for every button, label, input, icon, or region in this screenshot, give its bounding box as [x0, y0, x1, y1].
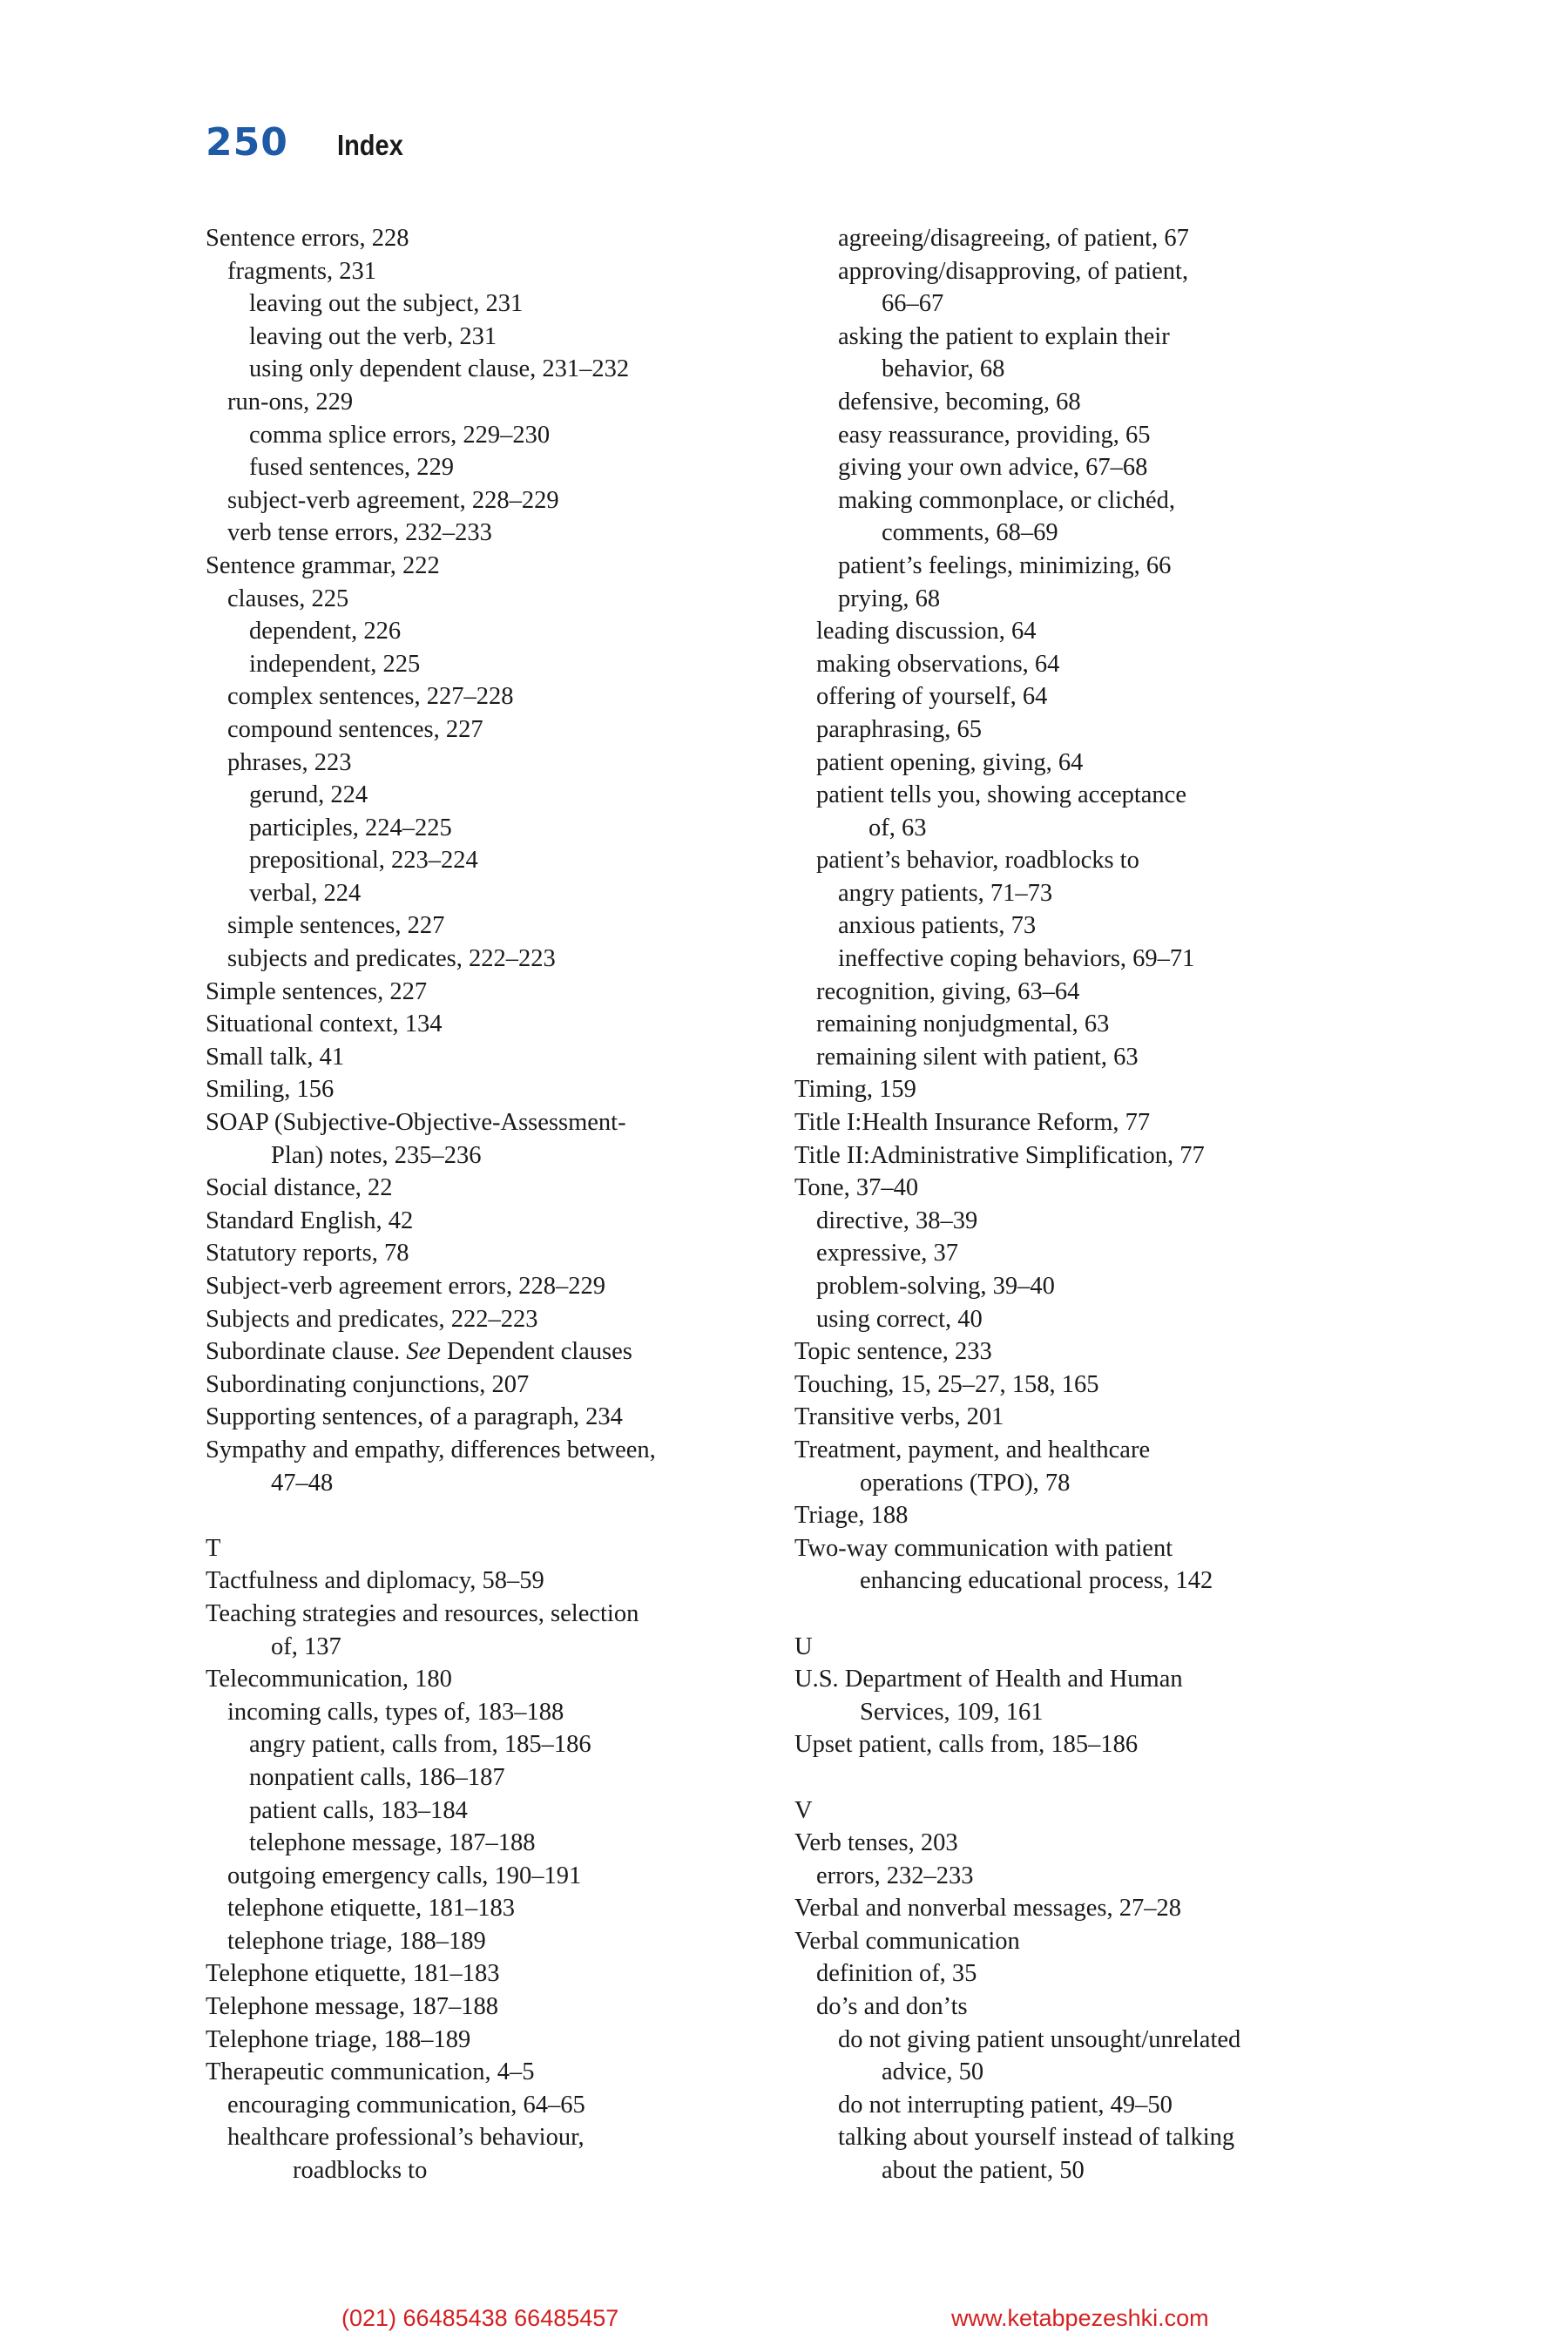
index-entry	[794, 1073, 1352, 1106]
index-entry-text: using only dependent clause, 231–232	[249, 355, 630, 383]
index-entry	[206, 713, 763, 747]
index-entry-text: Two-way communication with patient	[794, 1534, 1173, 1562]
index-entry	[206, 1106, 763, 1139]
index-entry	[794, 909, 1352, 943]
index-entry	[206, 583, 763, 616]
index-entry-text: remaining silent with patient, 63	[816, 1043, 1139, 1071]
index-entry-text: operations (TPO), 78	[860, 1469, 1071, 1497]
index-entry	[206, 747, 763, 780]
index-entry-text: Simple sentences, 227	[206, 977, 428, 1005]
index-entry	[794, 550, 1352, 583]
index-entry-text: patient’s feelings, minimizing, 66	[838, 551, 1172, 579]
index-entry-text: clauses, 225	[227, 585, 349, 612]
index-entry-text: easy reassurance, providing, 65	[838, 421, 1151, 449]
index-entry	[794, 353, 1352, 386]
index-entry-text: behavior, 68	[882, 355, 1005, 383]
index-entry	[794, 222, 1352, 255]
index-entry	[206, 844, 763, 877]
index-entry-text: prying, 68	[838, 585, 941, 612]
index-entry	[794, 1990, 1352, 2024]
index-entry	[206, 1696, 763, 1729]
index-entry	[794, 321, 1352, 354]
index-entry	[794, 386, 1352, 419]
index-entry-text: independent, 225	[249, 650, 421, 678]
index-entry	[206, 517, 763, 550]
index-entry-text: Title I:Health Insurance Reform, 77	[794, 1109, 1151, 1137]
index-entry-text: subjects and predicates, 222–223	[227, 945, 556, 973]
index-entry-text: making commonplace, or clichéd,	[838, 486, 1175, 514]
index-entry-text: using correct, 40	[816, 1305, 983, 1333]
index-entry-text: comments, 68–69	[882, 519, 1058, 547]
index-entry-text: Touching, 15, 25–27, 158, 165	[794, 1370, 1099, 1398]
index-entry	[206, 877, 763, 910]
index-entry-text: recognition, giving, 63–64	[816, 977, 1080, 1005]
index-entry	[206, 1631, 763, 1664]
index-entry	[794, 1041, 1352, 1074]
index-entry	[206, 419, 763, 452]
index-entry-text: Situational context, 134	[206, 1010, 443, 1038]
index-entry	[794, 1892, 1352, 1925]
index-entry	[794, 517, 1352, 550]
index-entry	[794, 1270, 1352, 1303]
index-entry-text: Standard English, 42	[206, 1206, 414, 1234]
index-entry	[794, 615, 1352, 648]
see-reference: See	[406, 1338, 441, 1366]
index-entry-text: directive, 38–39	[816, 1206, 978, 1234]
index-entry-text: leaving out the verb, 231	[249, 322, 497, 350]
index-entry	[206, 287, 763, 321]
index-entry	[794, 1434, 1352, 1467]
index-entry	[206, 1270, 763, 1303]
index-entry	[794, 583, 1352, 616]
index-entry	[206, 1041, 763, 1074]
index-entry-text: Smiling, 156	[206, 1076, 335, 1104]
index-entry-text: Tactfulness and diplomacy, 58–59	[206, 1567, 544, 1595]
index-entry-text: of, 137	[271, 1632, 341, 1660]
index-entry	[794, 1532, 1352, 1565]
index-entry	[794, 680, 1352, 713]
index-entry-text: Statutory reports, 78	[206, 1240, 409, 1267]
index-entry	[794, 976, 1352, 1009]
index-entry	[206, 2089, 763, 2122]
index-entry-text: participles, 224–225	[249, 814, 452, 841]
index-letter-heading	[206, 1532, 763, 1565]
index-entry	[206, 1369, 763, 1402]
index-entry-text: do not giving patient unsought/unrelated	[838, 2025, 1241, 2053]
index-entry-text: SOAP (Subjective-Objective-Assessment-	[206, 1109, 626, 1137]
index-entry-text: Subject-verb agreement errors, 228–229	[206, 1273, 606, 1300]
index-entry	[794, 1237, 1352, 1270]
index-entry-text: angry patient, calls from, 185–186	[249, 1731, 591, 1759]
index-entry	[794, 2024, 1352, 2057]
index-entry-text: Tone, 37–40	[794, 1174, 919, 1202]
index-entry	[794, 1499, 1352, 1532]
index-entry	[794, 1728, 1352, 1761]
index-entry	[206, 1073, 763, 1106]
blank-line	[206, 1499, 763, 1532]
index-entry	[794, 1335, 1352, 1369]
index-entry	[794, 1303, 1352, 1336]
index-letter-heading	[794, 1794, 1352, 1828]
index-entry	[206, 255, 763, 288]
index-entry-text: Verbal communication	[794, 1927, 1020, 1955]
index-entry	[206, 1925, 763, 1958]
index-entry	[206, 1008, 763, 1041]
index-entry-text: patient opening, giving, 64	[816, 748, 1084, 776]
index-entry	[794, 1565, 1352, 1598]
index-entry	[794, 747, 1352, 780]
index-entry-text: about the patient, 50	[882, 2157, 1085, 2185]
index-entry-text: Subordinating conjunctions, 207	[206, 1370, 530, 1398]
index-entry-text: leading discussion, 64	[816, 618, 1037, 645]
index-entry-text: Plan) notes, 235–236	[271, 1141, 482, 1169]
index-entry-text: compound sentences, 227	[227, 715, 483, 743]
index-entry-text: talking about yourself instead of talking	[838, 2124, 1235, 2152]
index-column-left	[206, 222, 763, 2187]
index-entry	[206, 1860, 763, 1893]
index-entry	[794, 1860, 1352, 1893]
index-entry-text: T	[206, 1534, 221, 1562]
index-entry	[794, 943, 1352, 976]
index-entry-text: asking the patient to explain their	[838, 322, 1170, 350]
index-entry-text: simple sentences, 227	[227, 912, 445, 940]
index-entry-text: Telecommunication, 180	[206, 1666, 452, 1693]
index-entry	[206, 1761, 763, 1794]
index-entry	[206, 615, 763, 648]
index-entry-text: prepositional, 223–224	[249, 847, 478, 875]
index-entry	[794, 877, 1352, 910]
index-entry	[206, 1598, 763, 1631]
index-entry-text: making observations, 64	[816, 650, 1060, 678]
index-entry	[206, 943, 763, 976]
index-entry-text: Therapeutic communication, 4–5	[206, 2058, 535, 2086]
index-entry-text: V	[794, 1796, 813, 1824]
index-entry	[794, 1106, 1352, 1139]
index-entry	[206, 1728, 763, 1761]
index-entry-text: enhancing educational process, 142	[860, 1567, 1213, 1595]
index-entry	[794, 1925, 1352, 1958]
index-entry	[206, 2154, 763, 2187]
index-entry-text: giving your own advice, 67–68	[838, 454, 1148, 482]
index-entry	[206, 648, 763, 681]
index-entry	[794, 1008, 1352, 1041]
index-entry-text: defensive, becoming, 68	[838, 388, 1081, 416]
index-entry	[794, 451, 1352, 484]
index-entry-text: of, 63	[868, 814, 927, 841]
index-entry-text: dependent, 226	[249, 618, 402, 645]
index-entry	[206, 812, 763, 845]
index-entry	[206, 353, 763, 386]
index-entry-text: outgoing emergency calls, 190–191	[227, 1862, 582, 1889]
index-entry	[794, 484, 1352, 517]
index-entry-text: Upset patient, calls from, 185–186	[794, 1731, 1139, 1759]
index-entry-text: Telephone message, 187–188	[206, 1993, 498, 2021]
running-head: Index	[336, 129, 403, 161]
index-entry-text: Transitive verbs, 201	[794, 1403, 1004, 1431]
index-entry	[794, 713, 1352, 747]
index-entry	[206, 1139, 763, 1173]
blank-line	[794, 1761, 1352, 1794]
index-entry-text: Telephone triage, 188–189	[206, 2025, 471, 2053]
index-entry-text: fragments, 231	[227, 257, 376, 285]
index-entry-text: problem-solving, 39–40	[816, 1273, 1055, 1300]
index-entry	[794, 648, 1352, 681]
index-entry	[794, 1663, 1352, 1696]
index-entry-text: patient tells you, showing acceptance	[816, 781, 1186, 809]
index-entry-text: Telephone etiquette, 181–183	[206, 1960, 500, 1988]
index-entry-text: Social distance, 22	[206, 1174, 393, 1202]
index-entry	[206, 1892, 763, 1925]
index-entry-text: remaining nonjudgmental, 63	[816, 1010, 1110, 1038]
index-entry-text: Triage, 188	[794, 1502, 909, 1530]
index-entry	[794, 1696, 1352, 1729]
index-entry-text: 66–67	[882, 290, 944, 318]
index-entry-text: ineffective coping behaviors, 69–71	[838, 945, 1195, 973]
index-letter-heading	[794, 1631, 1352, 1664]
index-entry	[206, 2121, 763, 2154]
index-entry-text: gerund, 224	[249, 781, 368, 809]
index-entry	[206, 1172, 763, 1205]
index-entry-text: paraphrasing, 65	[816, 715, 982, 743]
index-entry-text: patient’s behavior, roadblocks to	[816, 847, 1139, 875]
index-entry	[206, 909, 763, 943]
index-entry-text: comma splice errors, 229–230	[249, 421, 551, 449]
index-entry	[206, 1237, 763, 1270]
index-entry-text: Verbal and nonverbal messages, 27–28	[794, 1895, 1182, 1923]
index-entry-text: Teaching strategies and resources, selection	[206, 1599, 639, 1627]
index-entry	[794, 287, 1352, 321]
index-entry	[206, 451, 763, 484]
see-target: Dependent clauses	[447, 1338, 632, 1366]
index-entry-text: phrases, 223	[227, 748, 352, 776]
index-entry-text: expressive, 37	[816, 1240, 959, 1267]
index-entry	[206, 1205, 763, 1238]
index-entry	[206, 976, 763, 1009]
index-entry	[794, 2056, 1352, 2089]
index-entry-text: approving/disapproving, of patient,	[838, 257, 1189, 285]
index-entry-text: Supporting sentences, of a paragraph, 234	[206, 1403, 623, 1431]
index-entry-text: advice, 50	[882, 2058, 984, 2086]
index-entry	[794, 1957, 1352, 1990]
index-entry	[794, 1401, 1352, 1434]
blank-line	[794, 1598, 1352, 1631]
index-entry-text: definition of, 35	[816, 1960, 977, 1988]
index-entry	[206, 1434, 763, 1467]
index-entry-text: subject-verb agreement, 228–229	[227, 486, 559, 514]
index-entry-text: telephone triage, 188–189	[227, 1927, 486, 1955]
index-entry	[206, 1663, 763, 1696]
index-entry	[794, 1139, 1352, 1173]
index-entry	[206, 1335, 763, 1369]
index-entry-text: do’s and don’ts	[816, 1993, 968, 2021]
index-entry	[206, 222, 763, 255]
index-entry-text: 47–48	[271, 1469, 334, 1497]
index-entry	[794, 1172, 1352, 1205]
index-entry-text: Treatment, payment, and healthcare	[794, 1436, 1151, 1463]
index-entry-text: errors, 232–233	[816, 1862, 974, 1889]
index-entry-text: angry patients, 71–73	[838, 879, 1053, 907]
index-entry	[206, 779, 763, 812]
index-entry-text: U	[794, 1632, 813, 1660]
index-entry-text: patient calls, 183–184	[249, 1796, 468, 1824]
index-entry	[206, 550, 763, 583]
index-entry	[206, 1957, 763, 1990]
index-entry-text: Services, 109, 161	[860, 1698, 1044, 1726]
index-entry	[206, 1467, 763, 1500]
index-entry	[794, 1369, 1352, 1402]
index-entry-text: U.S. Department of Health and Human	[794, 1666, 1183, 1693]
index-entry-text: Sentence errors, 228	[206, 225, 409, 252]
index-entry-text: offering of yourself, 64	[816, 683, 1048, 711]
index-entry	[206, 1565, 763, 1598]
index-entry	[206, 1990, 763, 2024]
index-entry-text: healthcare professional’s behaviour,	[227, 2124, 585, 2152]
index-entry	[206, 1827, 763, 1860]
index-entry	[794, 255, 1352, 288]
index-entry	[794, 1467, 1352, 1500]
index-entry-text: Topic sentence, 233	[794, 1338, 992, 1366]
index-entry	[794, 2121, 1352, 2154]
index-entry-text: nonpatient calls, 186–187	[249, 1763, 505, 1791]
index-entry	[794, 2154, 1352, 2187]
index-entry	[206, 1794, 763, 1828]
index-entry-text: leaving out the subject, 231	[249, 290, 524, 318]
index-entry-text: telephone message, 187–188	[249, 1829, 536, 1857]
index-entry	[206, 321, 763, 354]
index-entry-text: verbal, 224	[249, 879, 362, 907]
index-entry	[206, 2056, 763, 2089]
index-entry	[794, 1205, 1352, 1238]
page-header	[206, 120, 412, 172]
index-entry	[206, 680, 763, 713]
index-entry-text: incoming calls, types of, 183–188	[227, 1698, 564, 1726]
index-entry-text: encouraging communication, 64–65	[227, 2091, 585, 2119]
index-entry-text: roadblocks to	[293, 2157, 428, 2185]
page-number: 250	[206, 120, 288, 165]
index-entry-text: Title II:Administrative Simplification, 77	[794, 1141, 1205, 1169]
index-entry-text: agreeing/disagreeing, of patient, 67	[838, 225, 1189, 252]
index-entry	[206, 1303, 763, 1336]
index-entry	[206, 386, 763, 419]
index-entry-text: Small talk, 41	[206, 1043, 345, 1071]
index-entry-text: Sympathy and empathy, differences between,	[206, 1436, 656, 1463]
index-entry-text: complex sentences, 227–228	[227, 683, 514, 711]
footer-phone: (021) 66485438 66485457	[341, 2305, 619, 2331]
index-entry	[206, 2024, 763, 2057]
index-entry-text: Sentence grammar, 222	[206, 551, 440, 579]
index-entry	[794, 1827, 1352, 1860]
index-entry	[794, 812, 1352, 845]
index-entry-text: Subjects and predicates, 222–223	[206, 1305, 538, 1333]
index-entry-text: anxious patients, 73	[838, 912, 1037, 940]
index-column-right	[794, 222, 1352, 2187]
index-entry	[794, 779, 1352, 812]
index-entry-text: verb tense errors, 232–233	[227, 519, 492, 547]
index-entry-text: Verb tenses, 203	[794, 1829, 958, 1857]
index-entry-text: do not interrupting patient, 49–50	[838, 2091, 1173, 2119]
index-entry-text: run-ons, 229	[227, 388, 354, 416]
index-entry-text: Subordinate clause.	[206, 1338, 401, 1366]
index-entry-text: Timing, 159	[794, 1076, 916, 1104]
index-entry	[794, 844, 1352, 877]
index-entry-text: telephone etiquette, 181–183	[227, 1895, 516, 1923]
index-entry-text: fused sentences, 229	[249, 454, 455, 482]
index-entry	[794, 2089, 1352, 2122]
footer-website[interactable]: www.ketabpezeshki.com	[951, 2305, 1209, 2331]
index-entry	[206, 1401, 763, 1434]
index-entry	[206, 484, 763, 517]
index-entry	[794, 419, 1352, 452]
